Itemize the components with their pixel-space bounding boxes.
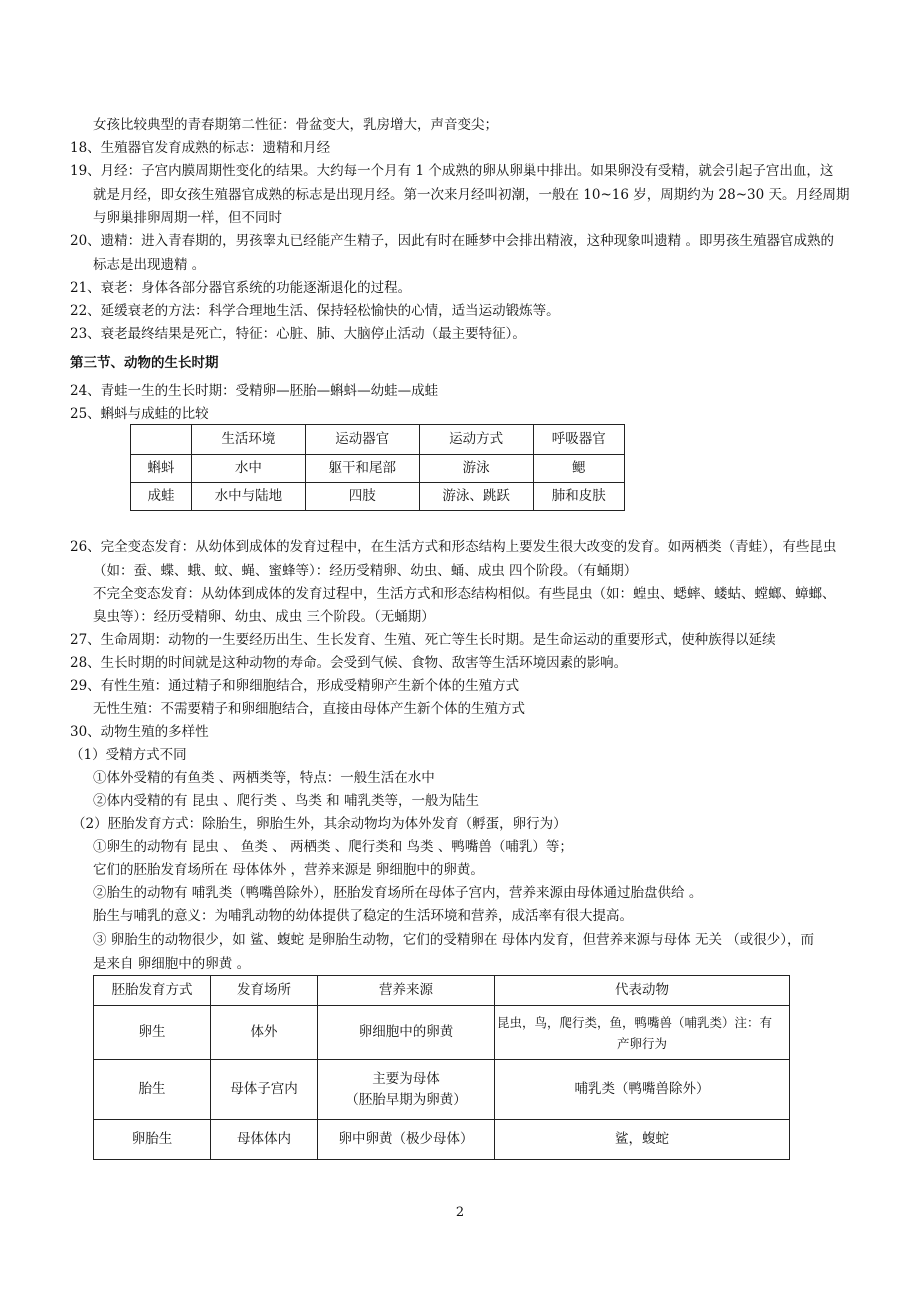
table-cell: 胎生 xyxy=(94,1060,211,1120)
cell-line: 产卵行为 xyxy=(616,1035,667,1051)
part-2-ovoviviparous: ③ 卵胎生的动物很少，如 鲨、蝮蛇 是卵胎生动物，它们的受精卵在 母体内发育，但营养来源与母体 无关 （或很少），而 xyxy=(93,932,814,948)
item-26-line1: 26、完全变态发育：从幼体到成体的发育过程中，在生活方式和形态结构上要发生很大改变的发育。如两栖类（青蛙），有些昆虫 xyxy=(70,539,837,555)
table-cell: 游泳 xyxy=(419,455,533,483)
item-22: 22、延缓衰老的方法：科学合理地生活、保持轻松愉快的心情，适当运动锻炼等。 xyxy=(70,303,560,319)
item-27: 27、生命周期：动物的一生要经历出生、生长发育、生殖、死亡等生长时期。是生命运动的重要形式，使种族得以延续 xyxy=(70,632,776,648)
table-cell: 肺和皮肤 xyxy=(533,483,624,511)
table-row xyxy=(94,1120,790,1160)
table-cell: 哺乳类（鸭嘴兽除外） xyxy=(495,1060,790,1120)
part-2-ovoviviparous-end: 是来自 卵细胞中的卵黄 。 xyxy=(93,956,251,972)
item-26-line2: （如：蚕、蝶、蛾、蚊、蝇、蜜蜂等）：经历受精卵、幼虫、蛹、成虫 四个阶段。（有蛹期） xyxy=(93,563,638,579)
table-cell: 卵中卵黄（极少母体） xyxy=(318,1120,495,1160)
table-header-cell: 代表动物 xyxy=(495,976,790,1006)
line-girl-traits: 女孩比较典型的青春期第二性征：骨盆变大，乳房增大，声音变尖； xyxy=(93,117,498,133)
table-cell: 卵生 xyxy=(94,1006,211,1060)
table-cell: 母体子宫内 xyxy=(211,1060,318,1120)
table-header-cell: 胚胎发育方式 xyxy=(94,976,211,1006)
table-row xyxy=(94,1006,790,1060)
table-cell: 体外 xyxy=(211,1006,318,1060)
cell-line: （胚胎早期为卵黄） xyxy=(345,1091,467,1108)
table-cell: 躯干和尾部 xyxy=(305,455,419,483)
item-19-line3: 与卵巢排卵周期一样，但不同时 xyxy=(93,210,282,226)
table-row xyxy=(131,483,625,511)
table-cell: 水中与陆地 xyxy=(192,483,306,511)
table-header-row xyxy=(131,425,625,455)
cell-line: 昆虫，鸟，爬行类，鱼，鸭嘴兽（哺乳类）注：有 xyxy=(497,1014,773,1030)
section-heading: 第三节、动物的生长时期 xyxy=(70,355,219,371)
table-cell: 卵细胞中的卵黄 xyxy=(318,1006,495,1060)
item-19-line2: 就是月经，即女孩生殖器官成熟的标志是出现月经。第一次来月经叫初潮，一般在 10~16 岁，周期约为 28~30 天。月经周期 xyxy=(93,187,850,203)
table-cell: 鳃 xyxy=(533,455,624,483)
table-header-cell xyxy=(131,425,192,455)
part-2-significance: 胎生与哺乳的意义：为哺乳动物的幼体提供了稳定的生活环境和营养，成活率有很大提高。 xyxy=(93,908,633,924)
item-28: 28、生长时期的时间就是这种动物的寿命。会受到气候、食物、敌害等生活环境因素的影响。 xyxy=(70,655,628,671)
item-19-line1: 19、月经：子宫内膜周期性变化的结果。大约每一个月有 1 个成熟的卵从卵巢中排出。如果卵没有受精，就会引起子宫出血，这 xyxy=(70,163,834,179)
part-1-external: ①体外受精的有鱼类 、两栖类等，特点：一般生活在水中 xyxy=(93,770,435,786)
part-1-heading: （1）受精方式不同 xyxy=(70,747,187,763)
table-cell: 游泳、跳跃 xyxy=(419,483,533,511)
table-cell: 母体体内 xyxy=(211,1120,318,1160)
item-20-line2: 标志是出现遗精 。 xyxy=(93,257,206,273)
table-cell xyxy=(318,1060,495,1120)
item-21: 21、衰老：身体各部分器官系统的功能逐渐退化的过程。 xyxy=(70,280,412,296)
item-18: 18、生殖器官发育成熟的标志：遗精和月经 xyxy=(70,140,331,156)
table-cell: 卵胎生 xyxy=(94,1120,211,1160)
table-header-cell: 运动方式 xyxy=(419,425,533,455)
tadpole-frog-table xyxy=(130,424,625,511)
table-cell: 四肢 xyxy=(305,483,419,511)
item-20-line1: 20、遗精：进入青春期的，男孩睾丸已经能产生精子，因此有时在睡梦中会排出精液，这种现象叫遗精 。即男孩生殖器官成熟的 xyxy=(70,233,834,249)
item-29-line2: 无性生殖：不需要精子和卵细胞结合，直接由母体产生新个体的生殖方式 xyxy=(93,701,525,717)
part-1-internal: ②体内受精的有 昆虫 、爬行类 、鸟类 和 哺乳类等，一般为陆生 xyxy=(93,793,479,809)
item-23: 23、衰老最终结果是死亡，特征：心脏、肺、大脑停止活动（最主要特征）。 xyxy=(70,326,526,342)
table-cell: 成蛙 xyxy=(131,483,192,511)
item-24: 24、青蛙一生的生长时期：受精卵—胚胎—蝌蚪—幼蛙—成蛙 xyxy=(70,383,439,399)
table-header-cell: 呼吸器官 xyxy=(533,425,624,455)
item-30: 30、动物生殖的多样性 xyxy=(70,724,209,740)
table-cell: 鲨，蝮蛇 xyxy=(495,1120,790,1160)
table-row xyxy=(131,455,625,483)
part-2-viviparous: ②胎生的动物有 哺乳类（鸭嘴兽除外），胚胎发育场所在母体子宫内，营养来源由母体通过胎盘供给 。 xyxy=(93,885,703,901)
part-2-oviparous: ①卵生的动物有 昆虫 、 鱼类 、 两栖类 、爬行类和 鸟类 、鸭嘴兽（哺乳）等； xyxy=(93,839,573,855)
item-29-line1: 29、有性生殖：通过精子和卵细胞结合，形成受精卵产生新个体的生殖方式 xyxy=(70,678,520,694)
part-2-heading: （2）胚胎发育方式：除胎生，卵胎生外，其余动物均为体外发育（孵蛋，卵行为） xyxy=(72,816,567,832)
part-2-oviparous-detail: 它们的胚胎发育场所在 母体体外 ，营养来源是 卵细胞中的卵黄。 xyxy=(93,862,484,878)
table-cell: 蝌蚪 xyxy=(131,455,192,483)
table-header-cell: 营养来源 xyxy=(318,976,495,1006)
table-row xyxy=(94,1060,790,1120)
development-table xyxy=(93,975,790,1160)
table-header-cell: 运动器官 xyxy=(305,425,419,455)
page-number: 2 xyxy=(455,1205,465,1220)
table-header-cell: 生活环境 xyxy=(192,425,306,455)
item-26-line4: 臭虫等）：经历受精卵、幼虫、成虫 三个阶段。（无蛹期） xyxy=(93,609,435,625)
table-header-cell: 发育场所 xyxy=(211,976,318,1006)
item-26-line3: 不完全变态发育：从幼体到成体的发育过程中，生活方式和形态结构相似。有些昆虫（如：蝗虫、蟋蟀、蝼蛄、螳螂、蟑螂、 xyxy=(93,586,836,602)
table-header-row xyxy=(94,976,790,1006)
cell-line: 主要为母体 xyxy=(372,1070,440,1087)
table-cell xyxy=(495,1006,790,1060)
item-25: 25、蝌蚪与成蛙的比较 xyxy=(70,406,209,422)
table-cell: 水中 xyxy=(192,455,306,483)
